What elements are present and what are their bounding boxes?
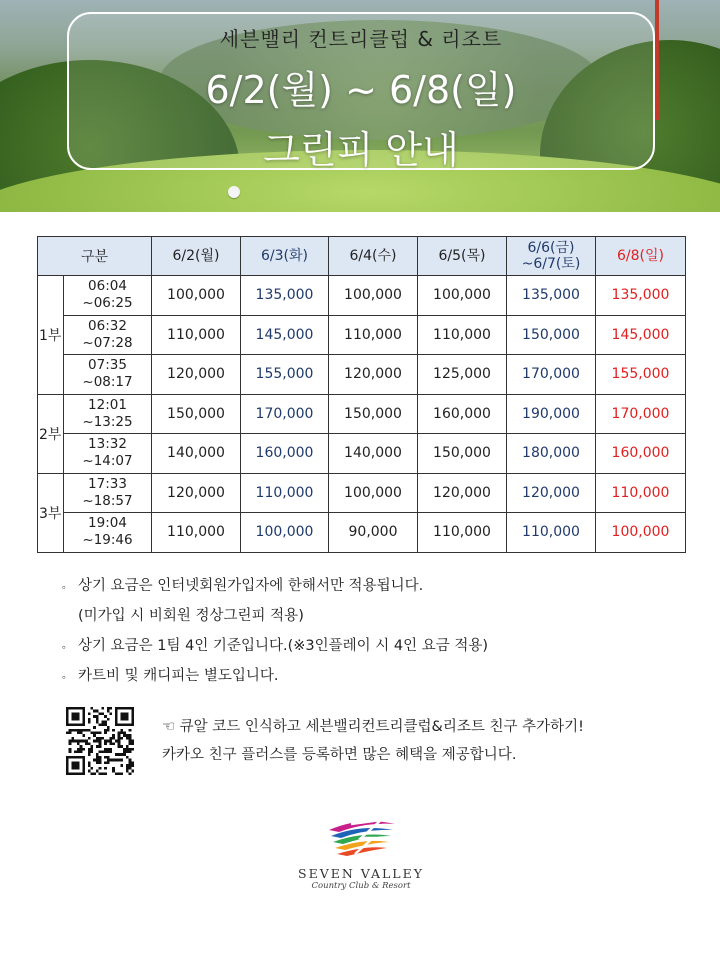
- price-cell: 100,000: [596, 513, 686, 553]
- column-header: 6/2(월): [152, 237, 241, 276]
- price-cell: 120,000: [152, 355, 241, 395]
- logo-tagline: Country Club & Resort: [311, 881, 411, 891]
- tee-time: 17:33 ~18:57: [64, 473, 152, 513]
- price-cell: 150,000: [418, 434, 507, 474]
- price-cell: 135,000: [241, 276, 329, 316]
- note-item: [62, 631, 488, 661]
- tee-time: 06:04 ~06:25: [64, 276, 152, 316]
- price-cell: 100,000: [241, 513, 329, 553]
- price-cell: 155,000: [596, 355, 686, 395]
- price-cell: 125,000: [418, 355, 507, 395]
- price-cell: 100,000: [152, 276, 241, 316]
- table-header-row: [38, 237, 686, 276]
- price-cell: 120,000: [329, 355, 418, 395]
- tee-time: 13:32 ~14:07: [64, 434, 152, 474]
- column-header: 6/3(화): [241, 237, 329, 276]
- tee-time: 12:01 ~13:25: [64, 394, 152, 434]
- note-item: [62, 661, 488, 691]
- bullet-icon: 。: [62, 580, 72, 591]
- session-label: 2부: [38, 394, 64, 473]
- note-text: 상기 요금은 1팀 4인 기준입니다.(※3인플레이 시 4인 요금 적용): [78, 638, 488, 654]
- price-cell: 110,000: [418, 513, 507, 553]
- promo-text: [162, 713, 584, 769]
- note-item: [62, 571, 488, 601]
- bullet-icon: 。: [62, 670, 72, 681]
- price-cell: 150,000: [152, 394, 241, 434]
- column-header: 6/5(목): [418, 237, 507, 276]
- green-fee-table: [37, 236, 686, 553]
- logo-name: SEVEN VALLEY: [298, 866, 424, 881]
- price-cell: 120,000: [418, 473, 507, 513]
- note-text: (미가입 시 비회원 정상그린피 적용): [78, 608, 304, 624]
- table-row: [38, 513, 686, 553]
- club-name: 세븐밸리 컨트리클럽 & 리조트: [219, 27, 503, 51]
- table-row: [38, 276, 686, 316]
- price-cell: 110,000: [241, 473, 329, 513]
- bullet-icon: 。: [62, 640, 72, 651]
- corner-header: 구분: [38, 237, 152, 276]
- table-row: [38, 434, 686, 474]
- price-cell: 120,000: [152, 473, 241, 513]
- notes: [62, 571, 488, 691]
- price-cell: 180,000: [507, 434, 596, 474]
- tee-time: 06:32 ~07:28: [64, 315, 152, 355]
- date-range: 6/2(월) ~ 6/8(일): [205, 68, 517, 112]
- price-cell: 145,000: [241, 315, 329, 355]
- column-header: 6/4(수): [329, 237, 418, 276]
- price-cell: 100,000: [418, 276, 507, 316]
- tee-time: 19:04 ~19:46: [64, 513, 152, 553]
- note-text: 카트비 및 캐디피는 별도입니다.: [78, 668, 279, 684]
- price-cell: 145,000: [596, 315, 686, 355]
- price-cell: 160,000: [596, 434, 686, 474]
- qr-code-icon[interactable]: [66, 707, 134, 775]
- price-cell: 110,000: [152, 513, 241, 553]
- price-cell: 150,000: [329, 394, 418, 434]
- tee-time: 07:35 ~08:17: [64, 355, 152, 395]
- price-cell: 140,000: [329, 434, 418, 474]
- table-row: [38, 473, 686, 513]
- price-cell: 110,000: [596, 473, 686, 513]
- price-cell: 110,000: [329, 315, 418, 355]
- column-header: 6/8(일): [596, 237, 686, 276]
- price-cell: 90,000: [329, 513, 418, 553]
- price-cell: 155,000: [241, 355, 329, 395]
- price-cell: 110,000: [507, 513, 596, 553]
- golf-ball-icon: [228, 186, 240, 198]
- session-label: 3부: [38, 473, 64, 552]
- price-cell: 170,000: [596, 394, 686, 434]
- promo-line: ☜ 큐알 코드 인식하고 세븐밸리컨트리클럽&리조트 친구 추가하기!: [162, 719, 584, 735]
- hero-banner: [0, 0, 720, 212]
- price-cell: 160,000: [418, 394, 507, 434]
- price-cell: 100,000: [329, 276, 418, 316]
- price-cell: 160,000: [241, 434, 329, 474]
- price-cell: 170,000: [507, 355, 596, 395]
- price-cell: 135,000: [596, 276, 686, 316]
- note-text: 상기 요금은 인터넷회원가입자에 한해서만 적용됩니다.: [78, 578, 424, 594]
- page-title: 그린피 안내: [263, 128, 459, 172]
- hero-title-box: [67, 12, 655, 170]
- price-cell: 120,000: [507, 473, 596, 513]
- price-cell: 110,000: [152, 315, 241, 355]
- price-cell: 140,000: [152, 434, 241, 474]
- column-header: 6/6(금) ~6/7(토): [507, 237, 596, 276]
- flag-pole: [655, 0, 659, 120]
- table-body: [38, 276, 686, 553]
- seven-valley-logo: [296, 816, 426, 892]
- price-cell: 150,000: [507, 315, 596, 355]
- note-item: [62, 601, 488, 631]
- price-cell: 190,000: [507, 394, 596, 434]
- table-row: [38, 315, 686, 355]
- price-cell: 170,000: [241, 394, 329, 434]
- price-cell: 110,000: [418, 315, 507, 355]
- table-row: [38, 394, 686, 434]
- price-cell: 100,000: [329, 473, 418, 513]
- promo-line: 카카오 친구 플러스를 등록하면 많은 혜택을 제공합니다.: [162, 747, 517, 763]
- table-row: [38, 355, 686, 395]
- logo-swoosh-icon: [321, 816, 401, 860]
- session-label: 1부: [38, 276, 64, 395]
- price-cell: 135,000: [507, 276, 596, 316]
